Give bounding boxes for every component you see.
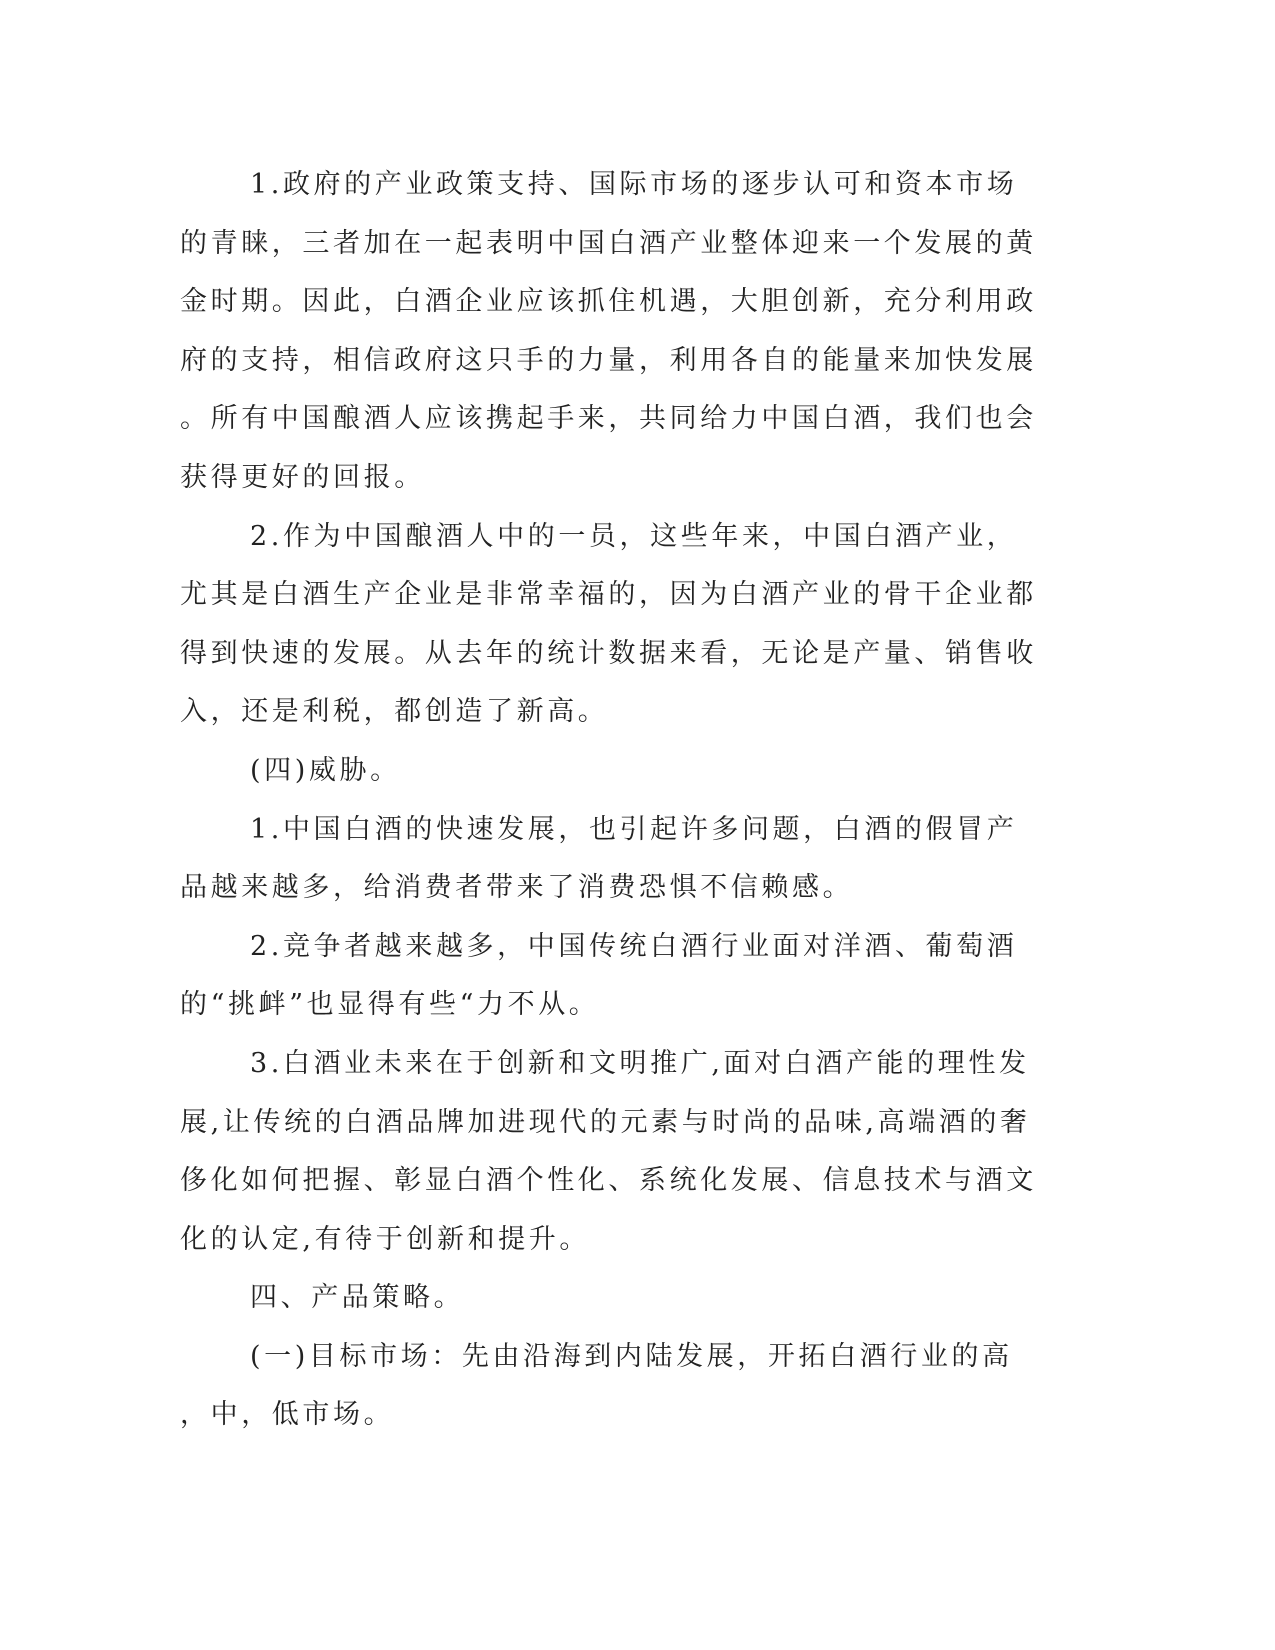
paragraph-government-support: 1.政府的产业政策支持、国际市场的逐步认可和资本市场的青睐，三者加在一起表明中国白酒产业整体迎来一个发展的黄金时期。因此，白酒企业应该抓住机遇，大胆创新，充分利用政府的支持，相信政府这只手的力量，利用各自的能量来加快发展。所有中国酿酒人应该携起手来，共同给力中国白酒，我们也会获得更好的回报。	[180, 169, 1037, 493]
document-body	[180, 156, 1040, 1445]
paragraph-target-market: (一)目标市场：先由沿海到内陆发展，开拓白酒行业的高，中，低市场。	[180, 1340, 1013, 1431]
paragraph-industry-growth: 2.作为中国酿酒人中的一员，这些年来，中国白酒产业，尤其是白酒生产企业是非常幸福的，因为白酒产业的骨干企业都得到快速的发展。从去年的统计数据来看，无论是产量、销售收入，还是利税，都创造了新高。	[180, 520, 1037, 728]
section-heading-product-strategy: 四、产品策略。	[250, 1282, 465, 1314]
paragraph-innovation: 3.白酒业未来在于创新和文明推广,面对白酒产能的理性发展,让传统的白酒品牌加进现代的元素与时尚的品味,高端酒的奢侈化如何把握、彰显白酒个性化、系统化发展、信息技术与酒文化的认定,有待于创新和提升。	[180, 1047, 1037, 1255]
paragraph-counterfeit-products: 1.中国白酒的快速发展，也引起许多问题，白酒的假冒产品越来越多，给消费者带来了消费恐惧不信赖感。	[180, 813, 1018, 904]
section-heading-threats: (四)威胁。	[250, 754, 401, 786]
paragraph-competitors: 2.竞争者越来越多，中国传统白酒行业面对洋酒、葡萄酒的“挑衅”也显得有些“力不从。	[180, 930, 1018, 1021]
